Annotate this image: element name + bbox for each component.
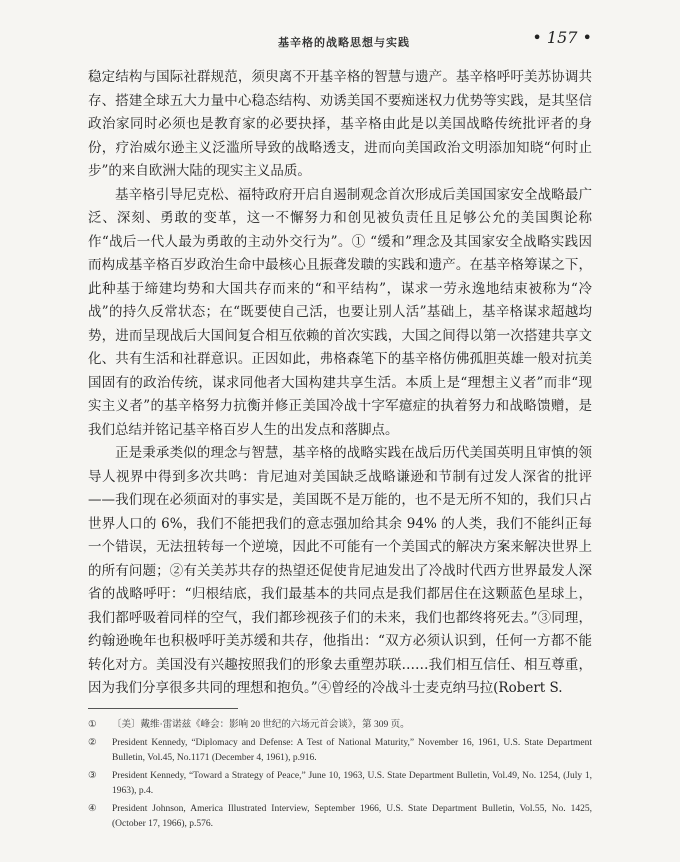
footnote-text: President Kennedy, “Toward a Strategy of Peace,” June 10, 1963, U.S. State Department Bulletin, Vol.49, No. 1254, (July 1, 1963), p.4.	[112, 771, 592, 796]
paragraph: 正是秉承类似的理念与智慧，基辛格的战略实践在战后历代美国英明且审慎的领导人视界中得到多次共鸣：肯尼迪对美国缺乏战略谦逊和节制有过发人深省的批评——我们现在必须面对的事实是，美国既不是万能的，也不是无所不知的，我们只占世界人口的 6%，我们不能把我们的意志强加给其余 94% 的人类，我们不能纠正每一个错误，无法扭转每一个逆境，因此不可能有一个美国式的解决方案来解决世界上的所有问题；②有关美苏共存的热望还促使肯尼迪发出了冷战时代西方世界最发人深省的战略呼吁：“归根结底，我们最基本的共同点是我们都居住在这颗蓝色星球上，我们都呼吸着同样的空气，我们都珍视孩子们的未来，我们也都终将死去。”③同理，约翰逊晚年也积极呼吁美苏缓和共存，他指出：“双方必须认识到，任何一方都不能转化对方。美国没有兴趣按照我们的形象去重塑苏联……我们相互信任、相互尊重，因为我们分享很多共同的理想和抱负。”④曾经的冷战斗士麦克纳马拉(Robert S.	[88, 445, 592, 696]
paragraph: 稳定结构与国际社群规范，须臾离不开基辛格的智慧与遗产。基辛格呼吁美苏协调共存、搭建全球五大力量中心稳态结构、劝诱美国不要痴迷权力优势等实践，是其坚信政治家同时必须也是教育家的必要抉择，基辛格由此是以美国战略传统批评者的身份，疗治威尔逊主义泛滥所导致的战略透支，进而向美国政治文明添加知晓“何时止步”的来自欧洲大陆的现实主义品质。	[88, 69, 592, 179]
footnote-text: President Kennedy, “Diplomacy and Defense: A Test of National Maturity,” November 16, 1961, U.S. State Department Bulletin, Vol.45, No.1171 (December 4, 1961), p.916.	[112, 738, 592, 763]
footnote-text: President Johnson, America Illustrated Interview, September 1966, U.S. State Department Bulletin, Vol.55, No. 1425, (October 17, 1966), p.576.	[112, 804, 592, 829]
footnote-number: ②	[88, 738, 97, 748]
footnote-text: 〔美〕戴维·雷诺兹《峰会：影响 20 世纪的六场元首会谈》，第 309 页。	[112, 720, 410, 730]
body-text	[88, 66, 592, 701]
page-number: • 157 •	[532, 28, 592, 47]
footnote-number: ①	[88, 720, 97, 730]
footnotes	[88, 718, 592, 835]
footnote	[88, 769, 592, 799]
footnote	[88, 718, 592, 733]
footnote-number: ③	[88, 771, 97, 781]
footnote-divider	[88, 708, 238, 709]
paragraph: 基辛格引导尼克松、福特政府开启自遏制观念首次形成后美国国家安全战略最广泛、深刻、勇敢的变革，这一不懈努力和创见被负责任且足够公允的美国舆论称作“战后一代人最为勇敢的主动外交行为”。① “缓和”理念及其国家安全战略实践因而构成基辛格百岁政治生命中最核心且振聋发聩的实践和遗产。在基辛格筹谋之下，此种基于缔建均势和大国共存而来的“和平结构”，谋求一劳永逸地结束被称为“冷战”的持久反常状态；在“既要使自己活，也要让别人活”基础上，基辛格谋求超越均势，进而呈现战后大国间复合相互依赖的首次实践，大国之间得以第一次搭建共享文化、共有生活和社群意识。正因如此，弗格森笔下的基辛格仿佛孤胆英雄一般对抗美国固有的政治传统，谋求同他者大国构建共享生活。本质上是“理想主义者”而非“现实主义者”的基辛格努力抗衡并修正美国冷战十字军癔症的执着努力和战略馈赠，是我们总结并铭记基辛格百岁人生的出发点和落脚点。	[88, 186, 592, 438]
footnote	[88, 802, 592, 832]
footnote-number: ④	[88, 804, 97, 814]
running-title: 基辛格的战略思想与实践	[278, 36, 410, 49]
footnote	[88, 736, 592, 766]
page-header	[88, 28, 592, 50]
